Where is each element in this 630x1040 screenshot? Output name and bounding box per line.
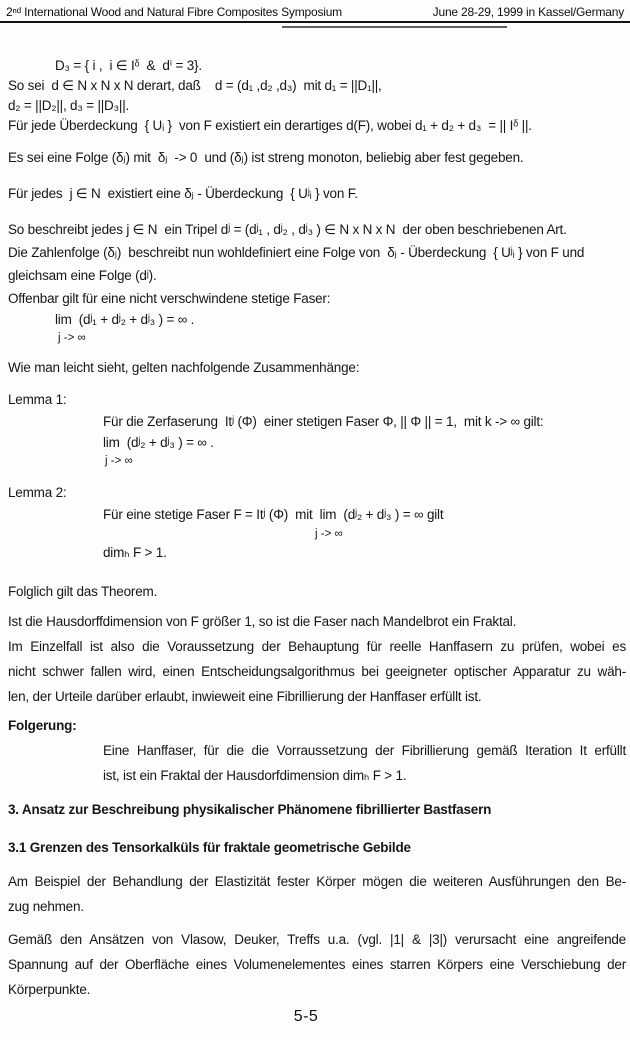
- text-line: So beschreibt jedes j ∈ N ein Tripel dʲ = (dʲ₁ , dʲ₂ , dʲ₃ ) ∈ N x N x N der oben beschriebenen Art.: [8, 222, 567, 237]
- paragraph-zusammenhaenge: Wie man leicht sieht, gelten nachfolgende Zusammenhänge:: [8, 360, 360, 375]
- tripel-paragraph-block: [8, 218, 626, 310]
- hausdorff-paragraph: [8, 609, 626, 709]
- header-conference-title: 2ⁿᵈ International Wood and Natural Fibre Composites Symposium: [6, 5, 342, 19]
- lemma-2-content: [8, 504, 626, 564]
- text-line: Gemäß den Ansätzen von Vlasow, Deuker, Treffs u.a. (vgl. |1| & |3|) verursacht eine angreifende: [8, 932, 626, 947]
- lemma-1: [8, 389, 626, 469]
- page-header: [0, 0, 630, 23]
- paragraph-folge: Es sei eine Folge (δⱼ) mit δⱼ -> 0 und (δⱼ) ist streng monoton, beliebig aber fest gegeben.: [8, 150, 524, 165]
- text-line: So sei d ∈ N x N x N derart, daß d = (d₁ ,d₂ ,d₃) mit d₁ = ||D₁||,: [8, 78, 382, 93]
- text-line: zug nehmen.: [8, 899, 84, 914]
- lemma-2-statement: Für eine stetige Faser F = Itʲ (Φ) mit lim (dʲ₂ + dʲ₃ ) = ∞ gilt: [103, 507, 444, 522]
- folgerung-label: Folgerung:: [8, 718, 77, 733]
- text-line: Im Einzelfall ist also die Voraussetzung der Behauptung für reelle Hanffasern zu prüfen, wobei es: [8, 639, 626, 654]
- folgerung-section: [8, 713, 626, 788]
- text-line: Die Zahlenfolge (δⱼ) beschreibt nun wohldefiniert eine Folge von δⱼ - Überdeckung { Uʲᵢ } von F und: [8, 245, 585, 260]
- text-line: Für jede Überdeckung { Uᵢ } von F existiert ein derartiges d(F), wobei d₁ + d₂ + d₃ = || Iᵟ ||.: [8, 118, 532, 133]
- text-line: d₂ = ||D₂||, d₃ = ||D₃||.: [8, 98, 130, 113]
- page-content: [0, 56, 630, 1002]
- lemma-1-limit: lim (dʲ₂ + dʲ₃ ) = ∞ .: [103, 435, 214, 450]
- lemma-1-limit-subscript: j -> ∞: [105, 455, 133, 467]
- text-line: gleichsam eine Folge (dʲ).: [8, 268, 157, 283]
- section-heading-3-1: 3.1 Grenzen des Tensorkalküls für fraktale geometrische Gebilde: [8, 840, 411, 855]
- lemma-1-label: Lemma 1:: [8, 392, 67, 407]
- text-line: Spannung auf der Oberfläche eines Volumenelementes eines starren Körpers eine Verschiebung der: [8, 957, 626, 972]
- paragraph-ueberdeckung: Für jedes j ∈ N existiert eine δⱼ - Überdeckung { Uʲᵢ } von F.: [8, 186, 358, 201]
- limit-expression: lim (dʲ₁ + dʲ₂ + dʲ₃ ) = ∞ .: [55, 312, 195, 327]
- definition-formula-block: [8, 56, 626, 136]
- text-line: Eine Hanffaser, für die die Vorraussetzung der Fibrillierung gemäß Iteration It erfüllt: [103, 743, 626, 758]
- lemma-2: [8, 482, 626, 564]
- header-date-location: June 28-29, 1999 in Kassel/Germany: [432, 5, 624, 19]
- text-line: Offenbar gilt für eine nicht verschwindene stetige Faser:: [8, 291, 331, 306]
- limit-subscript: j -> ∞: [58, 332, 86, 344]
- text-line: ist, ist ein Fraktal der Hausdorfdimension dimₕ F > 1.: [103, 768, 407, 783]
- lemma-1-statement: Für die Zerfaserung Itʲ (Φ) einer stetigen Faser Φ, || Φ || = 1, mit k -> ∞ gilt:: [103, 414, 544, 429]
- page-number: 5-5: [293, 1008, 319, 1025]
- text-line: len, der Urteile darüber erlaubt, inwieweit eine Fibrillierung der Hanffaser erfüllt ist.: [8, 689, 482, 704]
- gemaess-paragraph: [8, 927, 626, 1002]
- text-line: Körperpunkte.: [8, 982, 91, 997]
- text-line: Am Beispiel der Behandlung der Elastizität fester Körper mögen die weiteren Ausführungen den Be-: [8, 874, 626, 889]
- text-line: nicht schwer fallen wird, einen Entscheidungsalgorithmus bei geeigneter optischer Apparatur zu wäh-: [8, 664, 626, 679]
- text-line: Ist die Hausdorffdimension von F größer 1, so ist die Faser nach Mandelbrot ein Fraktal.: [8, 614, 517, 629]
- text-line: D₃ = { i , i ∈ Iᵟ & dⁱ = 3}.: [55, 58, 202, 73]
- folgerung-text: [8, 738, 626, 788]
- lemma-2-dimension: dimₕ F > 1.: [103, 545, 167, 560]
- section-heading-3: 3. Ansatz zur Beschreibung physikalischer Phänomene fibrillierter Bastfasern: [8, 802, 492, 817]
- lemma-2-label: Lemma 2:: [8, 485, 67, 500]
- limit-formula: [8, 310, 626, 346]
- lemma-2-limit-subscript: j -> ∞: [315, 528, 343, 540]
- paragraph-theorem: Folglich gilt das Theorem.: [8, 584, 158, 599]
- beispiel-paragraph: [8, 869, 626, 919]
- scan-artifact-line: [282, 26, 507, 28]
- lemma-1-content: [8, 411, 626, 469]
